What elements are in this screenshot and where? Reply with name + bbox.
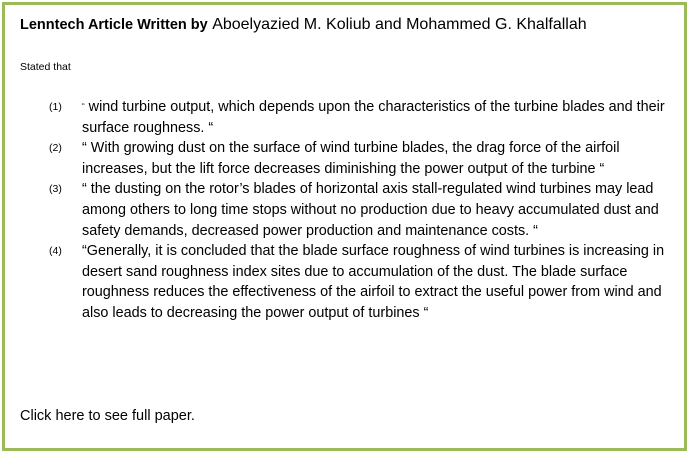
title-authors: Aboelyazied M. Koliub and Mohammed G. Khalfallah xyxy=(212,16,587,33)
item-number: (4) xyxy=(49,245,62,258)
stated-that-label: Stated that xyxy=(20,61,71,73)
item-number: (1) xyxy=(49,101,62,113)
article-box xyxy=(2,2,687,451)
open-quote: “ xyxy=(82,102,85,111)
item-text xyxy=(82,97,674,138)
item-text: “ the dusting on the rotor’s blades of horizontal axis stall-regulated wind turbines may lead among others to long time stops without no production due to heavy accumulated dust and safety demands, decreased power production and maintenance costs. “ xyxy=(82,181,659,239)
item-text-body: wind turbine output, which depends upon the characteristics of the turbine blades and their surface roughness. “ xyxy=(82,99,665,136)
full-paper-link[interactable]: Click here to see full paper. xyxy=(20,408,195,424)
item-text: “ With growing dust on the surface of wind turbine blades, the drag force of the airfoil increases, but the lift force decreases diminishing the power output of the turbine “ xyxy=(82,140,620,177)
item-number: (3) xyxy=(49,183,62,196)
list-item xyxy=(49,138,674,179)
title-source: Lenntech Article Written by xyxy=(20,17,208,33)
list-item xyxy=(49,179,674,241)
item-text: “Generally, it is concluded that the blade surface roughness of wind turbines is increasing in desert sand roughness index sites due to accumulation of the dust. The blade surface roughness reduces the effectiveness of the airfoil to extract the useful power from wind and also leads to decreasing the power output of turbines “ xyxy=(82,243,665,321)
list-item xyxy=(49,97,674,138)
list-item xyxy=(49,241,674,323)
item-number: (2) xyxy=(49,142,62,155)
quote-list xyxy=(49,97,674,324)
article-title xyxy=(20,15,587,35)
